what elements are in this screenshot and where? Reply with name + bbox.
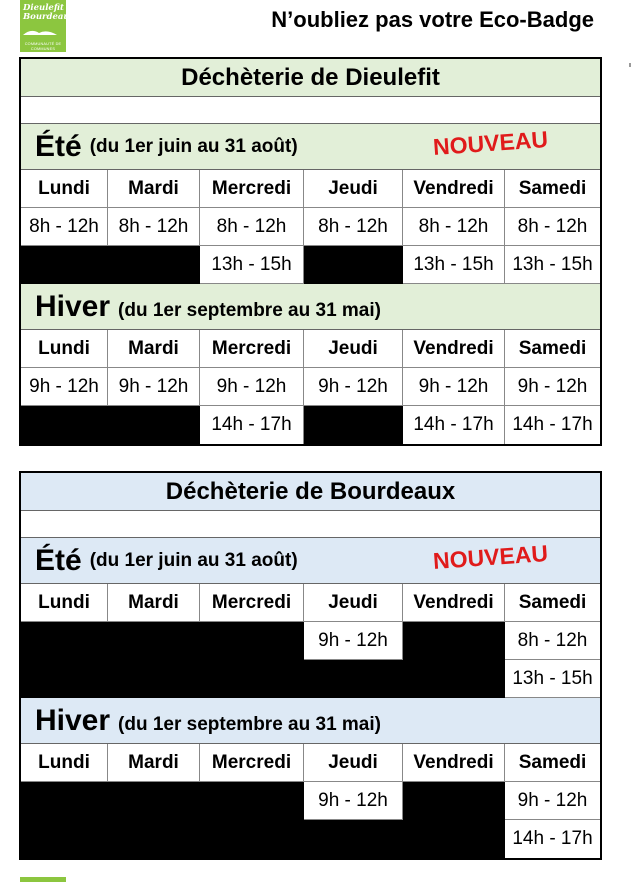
morning-hours: 9h - 12h xyxy=(505,782,600,820)
closed-cell xyxy=(21,246,108,284)
center-title: Déchèterie de Bourdeaux xyxy=(21,473,600,511)
closed-cell xyxy=(21,820,108,858)
morning-hours: 8h - 12h xyxy=(304,208,403,246)
afternoon-hours: 13h - 15h xyxy=(200,246,304,284)
spacer-row xyxy=(21,511,600,538)
closed-cell xyxy=(403,782,505,820)
day-header: Jeudi xyxy=(304,584,403,622)
spacer-row xyxy=(21,97,600,124)
morning-hours: 9h - 12h xyxy=(108,368,200,406)
closed-cell xyxy=(304,246,403,284)
day-header: Lundi xyxy=(21,330,108,368)
day-header: Mercredi xyxy=(200,170,304,208)
day-header: Samedi xyxy=(505,170,600,208)
closed-cell xyxy=(21,660,108,698)
morning-hours: 9h - 12h xyxy=(304,368,403,406)
hills-icon xyxy=(23,28,57,35)
closed-cell xyxy=(108,782,200,820)
afternoon-hours: 14h - 17h xyxy=(512,828,593,849)
day-header: Jeudi xyxy=(304,330,403,368)
dieulefit-schedule xyxy=(19,57,602,446)
logo-line-bourdeaux: Bourdeaux xyxy=(23,12,75,22)
summer-header xyxy=(21,124,600,170)
season-dates: (du 1er juin au 31 août) xyxy=(89,135,298,157)
closed-cell xyxy=(21,622,108,660)
afternoon-hours: 13h - 15h xyxy=(505,660,600,698)
afternoon-hours: 14h - 17h xyxy=(200,406,304,444)
summer-header xyxy=(21,538,600,584)
logo-line-dieulefit: Dieulefit xyxy=(23,3,64,13)
morning-hours: 9h - 12h xyxy=(200,368,304,406)
day-header: Mercredi xyxy=(200,584,304,622)
morning-hours: 8h - 12h xyxy=(21,208,108,246)
season-label: Été xyxy=(35,129,82,163)
day-header: Mercredi xyxy=(200,330,304,368)
day-header: Vendredi xyxy=(403,744,505,782)
day-header: Lundi xyxy=(21,584,108,622)
day-header: Lundi xyxy=(21,744,108,782)
closed-cell xyxy=(403,820,505,858)
logo xyxy=(20,0,75,52)
morning-hours: 9h - 12h xyxy=(304,782,403,820)
season-label: Hiver xyxy=(35,703,111,737)
morning-hours: 8h - 12h xyxy=(505,208,600,246)
closed-cell xyxy=(403,622,505,660)
nouveau-badge: NOUVEAU xyxy=(432,540,549,574)
winter-header xyxy=(21,698,600,744)
center-title: Déchèterie de Dieulefit xyxy=(21,59,600,97)
day-header: Mardi xyxy=(108,584,200,622)
morning-hours: 9h - 12h xyxy=(505,368,600,406)
closed-cell xyxy=(200,820,304,858)
morning-hours: 8h - 12h xyxy=(403,208,505,246)
edge-mark xyxy=(629,63,631,67)
morning-hours: 9h - 12h xyxy=(304,622,403,660)
bourdeaux-schedule xyxy=(19,471,602,860)
winter-header xyxy=(21,284,600,330)
season-label: Été xyxy=(35,543,82,577)
season-dates: (du 1er septembre au 31 mai) xyxy=(118,299,381,321)
season-label: Hiver xyxy=(35,289,111,323)
eco-badge-reminder: N’oubliez pas votre Eco-Badge xyxy=(271,7,594,32)
closed-cell xyxy=(108,820,200,858)
closed-cell xyxy=(108,622,200,660)
closed-cell xyxy=(304,406,403,444)
day-header: Mardi xyxy=(108,330,200,368)
day-header: Jeudi xyxy=(304,170,403,208)
morning-hours: 8h - 12h xyxy=(200,208,304,246)
day-header: Mardi xyxy=(108,170,200,208)
day-header: Vendredi xyxy=(403,330,505,368)
season-dates: (du 1er juin au 31 août) xyxy=(89,549,298,571)
morning-hours: 9h - 12h xyxy=(403,368,505,406)
season-dates: (du 1er septembre au 31 mai) xyxy=(118,713,381,735)
afternoon-hours: 13h - 15h xyxy=(505,246,600,284)
closed-cell xyxy=(403,660,505,698)
closed-cell xyxy=(200,660,304,698)
closed-cell xyxy=(304,820,403,858)
afternoon-hours: 13h - 15h xyxy=(403,246,505,284)
afternoon-hours: 14h - 17h xyxy=(512,414,593,435)
closed-cell xyxy=(200,782,304,820)
day-header: Samedi xyxy=(505,330,600,368)
closed-cell xyxy=(21,406,108,444)
day-header: Lundi xyxy=(21,170,108,208)
nouveau-badge: NOUVEAU xyxy=(432,126,549,160)
winter-hours-grid xyxy=(21,330,600,444)
day-header: Vendredi xyxy=(403,170,505,208)
footer-color-strip xyxy=(20,877,66,882)
closed-cell xyxy=(200,622,304,660)
morning-hours: 8h - 12h xyxy=(108,208,200,246)
day-header: Samedi xyxy=(505,584,600,622)
morning-hours: 8h - 12h xyxy=(505,622,600,660)
summer-hours-grid xyxy=(21,584,600,698)
day-header: Samedi xyxy=(505,744,600,782)
closed-cell xyxy=(304,660,403,698)
closed-cell xyxy=(21,782,108,820)
day-header: Jeudi xyxy=(304,744,403,782)
day-header: Mercredi xyxy=(200,744,304,782)
morning-hours: 9h - 12h xyxy=(21,368,108,406)
day-header: Vendredi xyxy=(403,584,505,622)
closed-cell xyxy=(108,246,200,284)
closed-cell xyxy=(108,406,200,444)
logo-subtitle: COMMUNAUTÉ DE COMMUNES xyxy=(24,42,62,51)
afternoon-hours: 14h - 17h xyxy=(403,406,505,444)
summer-hours-grid xyxy=(21,170,600,284)
day-header: Mardi xyxy=(108,744,200,782)
closed-cell xyxy=(108,660,200,698)
winter-hours-grid xyxy=(21,744,600,858)
